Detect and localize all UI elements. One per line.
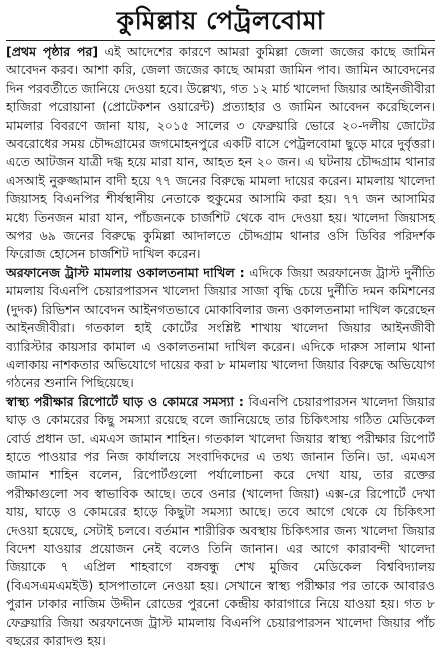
paragraph-3	[6, 393, 435, 650]
paragraph-2	[6, 264, 435, 393]
paragraph-1-body: এই আদেশের কারণে আমরা কুমিল্লা জেলা জজের কাছে জামিন আবেদন করব। আশা করি, জেলা জজের কাছে আমরা জামিন পাব। জামিন আবেদনের দিন পরবর্তীতে জানিয়ে দেওয়া হবে। উল্লেখ্য, গত ১২ মার্চ খালেদা জিয়ার আইনজীবীরা হাজিরা পরোয়ানা (প্রোটেকশন ওয়ারেন্ট) প্রত্যাহার ও জামিন আবেদন করেছিলেন। মামলার বিবরণে জানা যায়, ২০১৫ সালের ৩ ফেব্রুয়ারি ভোরে ২০-দলীয় জোটের অবরোধের সময় চৌদ্দগ্রামের জগমোহনপুরে একটি বাসে পেট্রলবোমা ছুড়ে মারে দুর্বৃত্তরা। এতে আটজন যাত্রী দগ্ধ হয়ে মারা যান, আহত হন ২০ জন। এ ঘটনায় চৌদ্দগ্রাম থানার এসআই নুরুজ্জামান বাদী হয়ে ৭৭ জনের বিরুদ্ধে মামলা দায়ের করেন। মামলায় খালেদা জিয়াসহ বিএনপির শীর্ষস্থানীয় নেতাকে হুকুমের আসামি করা হয়। ৭৭ জন আসামির মধ্যে তিনজন মারা যান, পাঁচজনকে চার্জশিট থেকে বাদ দেওয়া হয়। খালেদা জিয়াসহ অপর ৬৯ জনের বিরুদ্ধে কুমিল্লা আদালতে চৌদ্দগ্রাম থানার ওসি ডিবির পরিদর্শক ফিরোজ হোসেন চার্জশিট দাখিল করেন।	[6, 44, 435, 262]
article-headline: কুমিল্লায় পেট্রলবোমা	[116, 6, 325, 35]
paragraph-2-body: এদিকে জিয়া অরফানেজ ট্রাস্ট দুর্নীতি মামলায় বিএনপি চেয়ারপারসন খালেদা জিয়ার সাজা বৃদ্ধি চেয়ে দুর্নীতি দমন কমিশনের (দুদক) রিভিশন আবেদন আইনগতভাবে মোকাবিলার জন্য ওকালতনামা দাখিল করেছেন আইনজীবীরা। গতকাল হাই কোর্টের সংশ্লিষ্ট শাখায় খালেদা জিয়ার আইনজীবী ব্যারিস্টার কায়সার কামাল এ ওকালতনামা দাখিল করেন। এদিকে দারুস সালাম থানা এলাকায় নাশকতার অভিযোগে দায়ের করা ৮ মামলায় খালেদা জিয়ার বিরুদ্ধে অভিযোগ গঠনের শুনানি পিছিয়েছে।	[6, 264, 435, 391]
subheading-orphanage-trust: অরফানেজ ট্রাস্ট মামলায় ওকালতনামা দাখিল :	[6, 264, 245, 280]
paragraph-1	[6, 43, 435, 264]
subheading-health-report: স্বাস্থ্য পরীক্ষার রিপোর্টে ঘাড় ও কোমরে সমস্যা :	[6, 393, 244, 409]
headline-divider	[6, 40, 435, 41]
paragraph-3-body: বিএনপি চেয়ারপারসন খালেদা জিয়ার ঘাড় ও কোমরের কিছু সমস্যা রয়েছে বলে জানিয়েছে তার চিকিৎসায় গঠিত মেডিকেল বোর্ড প্রধান ডা. এমএস জামান শাহিন। গতকাল খালেদা জিয়ার স্বাস্থ্য পরীক্ষার রিপোর্ট হাতে পাওয়ার পর নিজ কার্যালয়ে সংবাদিকদের এ তথ্য জানান তিনি। ডা. এমএস জামান শাহিন বলেন, রিপোর্টগুলো পর্যালোচনা করে দেখা যায়, তার রক্তের পরীক্ষাগুলো সব স্বাভাবিক আছে। তবে ওনার (খালেদা জিয়া) এক্স-রে রিপোর্টে দেখা যায়, ঘাড়ে ও কোমরের হাড়ে কিছুটা সমস্যা আছে। তবে আগে থেকে যে চিকিৎসা দেওয়া হয়েছে, সেটাই চলবে। বর্তমান শারীরিক অবস্থায় চিকিৎসার জন্য খালেদা জিয়ার বিদেশ যাওয়ার প্রয়োজন নেই বলেও তিনি জানান। এর আগে কারাবন্দী খালেদা জিয়াকে ৭ এপ্রিল শাহবাগে বঙ্গবন্ধু শেখ মুজিব মেডিকেল বিশ্ববিদ্যালয় (বিএসএমএমইউ) হাসপাতালে নেওয়া হয়। সেখানে স্বাস্থ্য পরীক্ষার পর তাকে আবারও পুরান ঢাকার নাজিম উদ্দীন রোডের পুরনো কেন্দ্রীয় কারাগারে নিয়ে যাওয়া হয়। গত ৮ ফেব্রুয়ারি জিয়া অরফানেজ ট্রাস্ট মামলায় বিএনপি চেয়ারপারসন খালেদা জিয়ার পাঁচ বছরের কারাদণ্ড হয়।	[6, 393, 435, 648]
continued-tag: [প্রথম পৃষ্ঠার পর]	[6, 44, 99, 59]
